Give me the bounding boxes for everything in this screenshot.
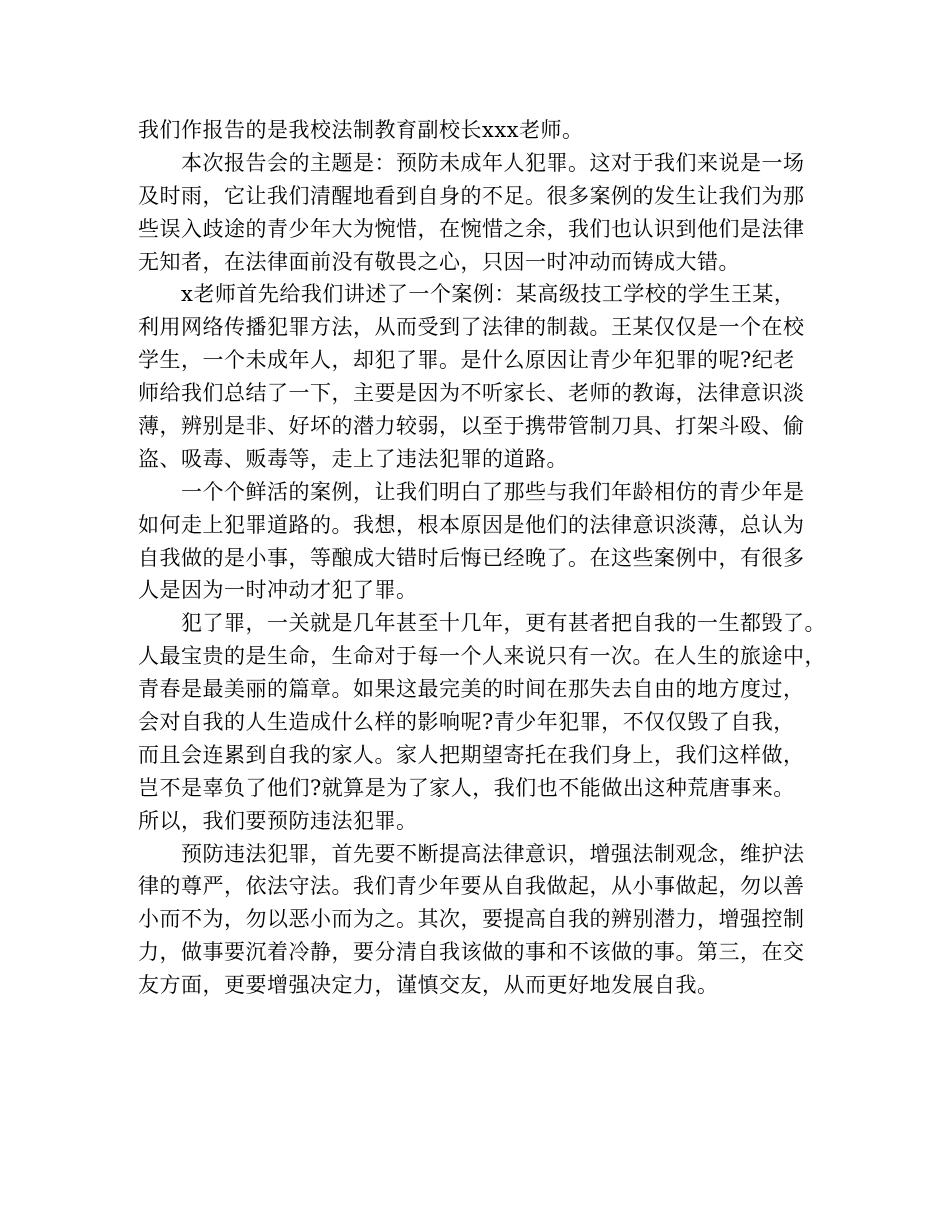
text-line: 我们作报告的是我校法制教育副校长xxx老师。 <box>138 118 584 142</box>
text-line: 一个个鲜活的案例，让我们明白了那些与我们年龄相仿的青少年是 <box>181 479 805 504</box>
text-line: 及时雨，它让我们清醒地看到自身的不足。很多案例的发生让我们为那 <box>138 183 805 208</box>
text-line: x老师首先给我们讲述了一个案例：某高级技工学校的学生王某， <box>181 282 796 307</box>
text-line: 而且会连累到自我的家人。家人把期望寄托在我们身上，我们这样做， <box>138 742 805 767</box>
text-line: 薄，辨别是非、好坏的潜力较弱，以至于携带管制刀具、打架斗殴、偷 <box>138 414 805 439</box>
text-line: 本次报告会的主题是：预防未成年人犯罪。这对于我们来说是一场 <box>181 150 805 175</box>
text-line: 所以，我们要预防违法犯罪。 <box>138 808 418 833</box>
text-line: 无知者，在法律面前没有敬畏之心，只因一时冲动而铸成大错。 <box>138 249 740 274</box>
text-line: 些误入歧途的青少年大为惋惜，在惋惜之余，我们也认识到他们是法律 <box>138 216 805 241</box>
text-line: 盗、吸毒、贩毒等，走上了违法犯罪的道路。 <box>138 446 568 471</box>
text-line: 师给我们总结了一下，主要是因为不听家长、老师的教诲，法律意识淡 <box>138 381 805 406</box>
text-line: 学生，一个未成年人，却犯了罪。是什么原因让青少年犯罪的呢?纪老 <box>138 348 795 373</box>
text-line: 自我做的是小事，等酿成大错时后悔已经晚了。在这些案例中，有很多 <box>138 545 805 570</box>
document-body <box>138 114 838 1002</box>
text-line: 力，做事要沉着冷静，要分清自我该做的事和不该做的事。第三，在交 <box>138 940 805 965</box>
text-line: 人是因为一时冲动才犯了罪。 <box>138 578 418 603</box>
text-line: 利用网络传播犯罪方法，从而受到了法律的制裁。王某仅仅是一个在校 <box>138 315 805 340</box>
text-line: 犯了罪，一关就是几年甚至十几年，更有甚者把自我的一生都毁了。 <box>181 611 826 636</box>
text-line: 预防违法犯罪，首先要不断提高法律意识，增强法制观念，维护法 <box>181 841 805 866</box>
text-line: 律的尊严，依法守法。我们青少年要从自我做起，从小事做起，勿以善 <box>138 874 805 899</box>
text-line: 小而不为，勿以恶小而为之。其次，要提高自我的辨别潜力，增强控制 <box>138 907 805 932</box>
text-line: 岂不是辜负了他们?就算是为了家人，我们也不能做出这种荒唐事来。 <box>138 775 795 800</box>
text-line: 会对自我的人生造成什么样的影响呢?青少年犯罪，不仅仅毁了自我， <box>138 710 795 735</box>
text-line: 友方面，更要增强决定力，谨慎交友，从而更好地发展自我。 <box>138 973 719 998</box>
text-line: 青春是最美丽的篇章。如果这最完美的时间在那失去自由的地方度过， <box>138 677 805 702</box>
text-line: 人最宝贵的是生命，生命对于每一个人来说只有一次。在人生的旅途中， <box>138 644 826 669</box>
text-line: 如何走上犯罪道路的。我想，根本原因是他们的法律意识淡薄，总认为 <box>138 512 805 537</box>
